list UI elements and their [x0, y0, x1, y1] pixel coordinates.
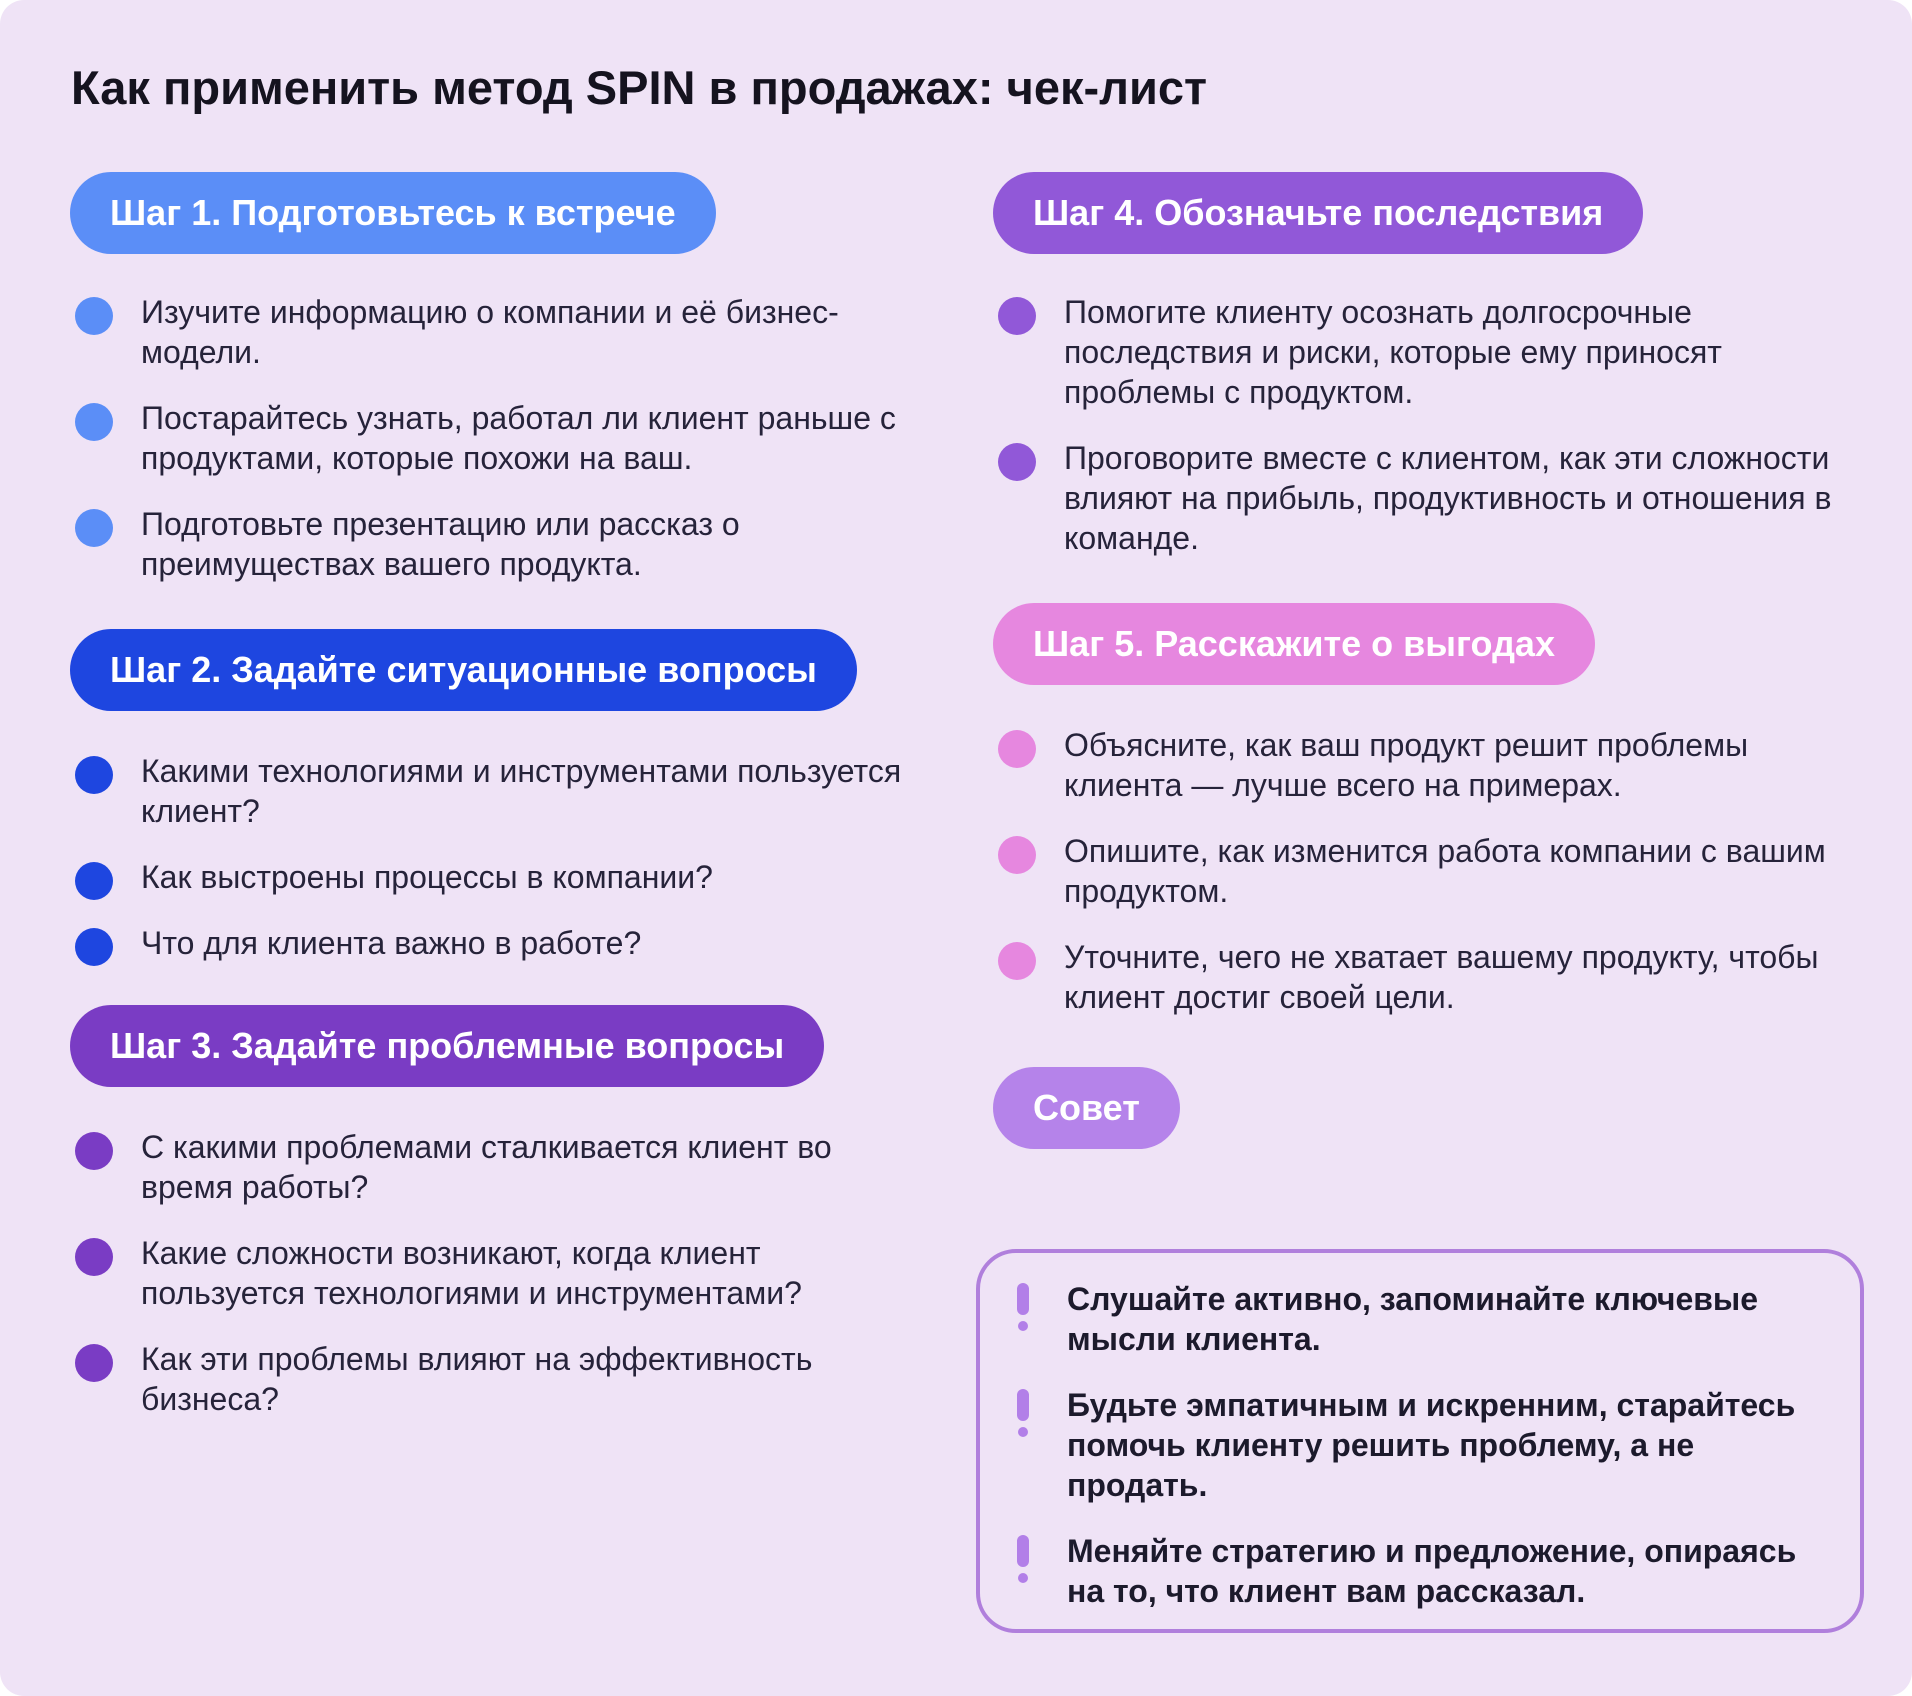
list-item-text: Какие сложности возникают, когда клиент пользуется технологиями и инструментами?	[141, 1235, 802, 1311]
list-item-text: Проговорите вместе с клиентом, как эти сложности влияют на прибыль, продуктивность и отношения в команде.	[1064, 440, 1832, 556]
tip-section	[993, 1067, 1873, 1149]
bullet-dot-icon	[998, 942, 1036, 980]
tip-text: Будьте эмпатичным и искренним, старайтесь помочь клиенту решить проблему, а не продать.	[1067, 1387, 1796, 1503]
bullet-dot-icon	[75, 297, 113, 335]
list-item-text: Изучите информацию о компании и её бизнес-модели.	[141, 294, 839, 370]
tip-item	[1067, 1279, 1820, 1359]
list-item	[70, 923, 920, 963]
bullet-dot-icon	[75, 1344, 113, 1382]
bullet-dot-icon	[75, 509, 113, 547]
tip-text: Слушайте активно, запоминайте ключевые мысли клиента.	[1067, 1281, 1759, 1357]
list-item	[70, 398, 920, 478]
bullet-dot-icon	[998, 836, 1036, 874]
list-item-text: Какими технологиями и инструментами пользуется клиент?	[141, 753, 902, 829]
step-1-list	[70, 292, 920, 584]
bullet-dot-icon	[998, 730, 1036, 768]
list-item	[993, 725, 1873, 805]
bullet-dot-icon	[75, 403, 113, 441]
tip-item	[1067, 1531, 1820, 1611]
bullet-dot-icon	[75, 928, 113, 966]
list-item	[70, 751, 920, 831]
step-3-section	[70, 1005, 920, 1419]
list-item-text: Как эти проблемы влияют на эффективность бизнеса?	[141, 1341, 813, 1417]
page-title: Как применить метод SPIN в продажах: чек-лист	[71, 61, 1208, 114]
step-2-section	[70, 629, 920, 963]
exclamation-icon	[1017, 1389, 1029, 1437]
bullet-dot-icon	[75, 862, 113, 900]
bullet-dot-icon	[75, 756, 113, 794]
step-4-section	[993, 172, 1873, 558]
step-3-list	[70, 1127, 920, 1419]
bullet-dot-icon	[998, 443, 1036, 481]
list-item	[993, 937, 1873, 1017]
list-item	[70, 1339, 920, 1419]
step-3-pill: Шаг 3. Задайте проблемные вопросы	[70, 1005, 824, 1087]
list-item	[993, 438, 1873, 558]
bullet-dot-icon	[75, 1132, 113, 1170]
step-1-section	[70, 172, 920, 584]
exclamation-icon	[1017, 1535, 1029, 1583]
list-item	[70, 1127, 920, 1207]
exclamation-icon	[1017, 1283, 1029, 1331]
bullet-dot-icon	[75, 1238, 113, 1276]
step-4-pill: Шаг 4. Обозначьте последствия	[993, 172, 1643, 254]
left-column	[70, 172, 920, 1445]
list-item	[70, 857, 920, 897]
step-4-list	[993, 292, 1873, 558]
step-5-pill: Шаг 5. Расскажите о выгодах	[993, 603, 1595, 685]
list-item	[70, 292, 920, 372]
list-item	[993, 292, 1873, 412]
step-1-pill: Шаг 1. Подготовьтесь к встрече	[70, 172, 716, 254]
right-column	[993, 172, 1873, 1149]
list-item-text: Как выстроены процессы в компании?	[141, 859, 713, 895]
list-item-text: С какими проблемами сталкивается клиент во время работы?	[141, 1129, 832, 1205]
list-item-text: Что для клиента важно в работе?	[141, 925, 642, 961]
list-item-text: Постарайтесь узнать, работал ли клиент раньше с продуктами, которые похожи на ваш.	[141, 400, 896, 476]
list-item-text: Подготовьте презентацию или рассказ о преимуществах вашего продукта.	[141, 506, 740, 582]
list-item-text: Помогите клиенту осознать долгосрочные последствия и риски, которые ему приносят проблемы с продуктом.	[1064, 294, 1722, 410]
tip-item	[1067, 1385, 1820, 1505]
list-item	[70, 504, 920, 584]
step-2-list	[70, 751, 920, 963]
tip-box	[976, 1249, 1864, 1633]
list-item	[70, 1233, 920, 1313]
list-item	[993, 831, 1873, 911]
list-item-text: Объясните, как ваш продукт решит проблемы клиента — лучше всего на примерах.	[1064, 727, 1749, 803]
step-2-pill: Шаг 2. Задайте ситуационные вопросы	[70, 629, 857, 711]
step-5-list	[993, 725, 1873, 1017]
tip-pill: Совет	[993, 1067, 1180, 1149]
list-item-text: Опишите, как изменится работа компании с вашим продуктом.	[1064, 833, 1826, 909]
step-5-section	[993, 603, 1873, 1017]
list-item-text: Уточните, чего не хватает вашему продукту, чтобы клиент достиг своей цели.	[1064, 939, 1819, 1015]
bullet-dot-icon	[998, 297, 1036, 335]
tip-text: Меняйте стратегию и предложение, опираясь на то, что клиент вам рассказал.	[1067, 1533, 1797, 1609]
